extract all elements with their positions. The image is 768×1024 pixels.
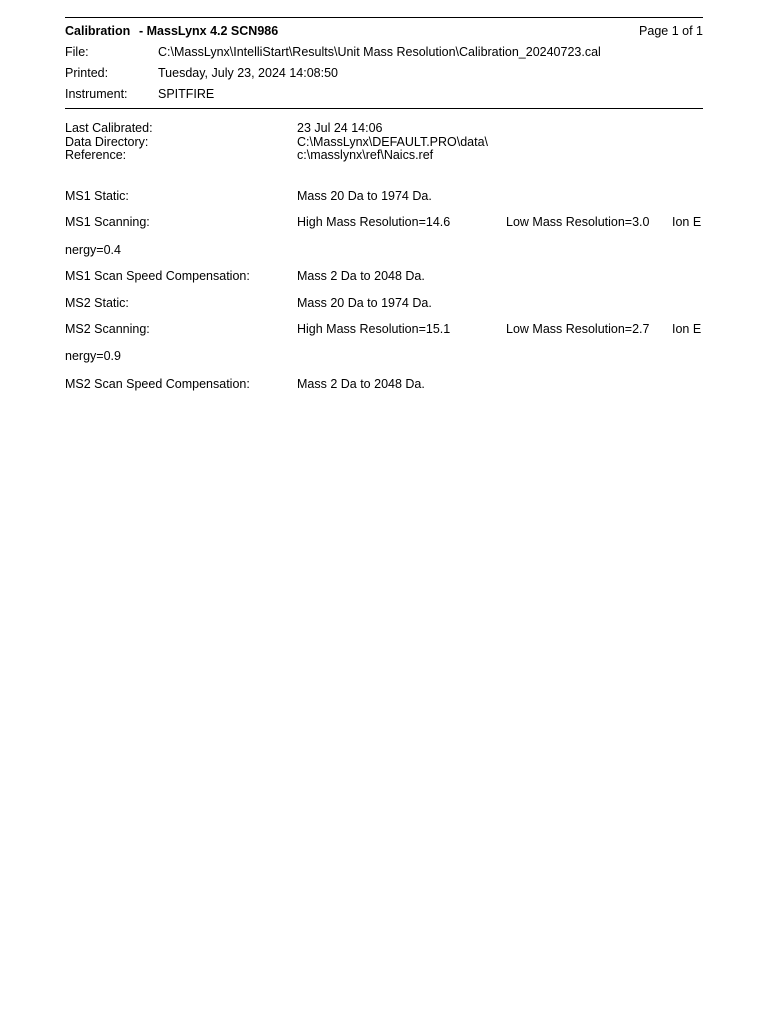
ms2-low-mass-resolution: Low Mass Resolution=2.7 [506, 322, 650, 336]
software-version: - MassLynx 4.2 SCN986 [139, 24, 279, 38]
ms1-static-label: MS1 Static: [65, 189, 129, 203]
ms1-static-value: Mass 20 Da to 1974 Da. [297, 189, 432, 203]
ms2-scanning-label: MS2 Scanning: [65, 322, 150, 336]
ms1-scan-speed-comp-label: MS1 Scan Speed Compensation: [65, 269, 250, 283]
report-title: Calibration [65, 24, 131, 38]
ms1-ion-energy-wrap: nergy=0.4 [65, 243, 121, 257]
data-directory-value: C:\MassLynx\DEFAULT.PRO\data\ [297, 134, 489, 149]
reference-label: Reference: [65, 148, 127, 162]
data-directory-label: Data Directory: [65, 134, 149, 149]
ms2-high-mass-resolution: High Mass Resolution=15.1 [297, 322, 451, 336]
reference-value: c:\masslynx\ref\Naics.ref [297, 148, 434, 162]
printed-value: Tuesday, July 23, 2024 14:08:50 [158, 66, 338, 80]
ms1-ion-energy-start: Ion E [672, 215, 702, 229]
header-rule [65, 108, 703, 109]
ms2-static-value: Mass 20 Da to 1974 Da. [297, 296, 432, 310]
page-number: Page 1 of 1 [639, 24, 703, 38]
ms2-static-label: MS2 Static: [65, 296, 129, 310]
ms1-scanning-label: MS1 Scanning: [65, 215, 150, 229]
ms2-ion-energy-wrap: nergy=0.9 [65, 349, 121, 363]
instrument-value: SPITFIRE [158, 87, 215, 101]
ms2-scan-speed-comp-value: Mass 2 Da to 2048 Da. [297, 377, 425, 391]
top-rule [65, 17, 703, 18]
ms1-scan-speed-comp-value: Mass 2 Da to 2048 Da. [297, 269, 425, 283]
printed-label: Printed: [65, 66, 109, 80]
ms1-low-mass-resolution: Low Mass Resolution=3.0 [506, 215, 650, 229]
file-value: C:\MassLynx\IntelliStart\Results\Unit Mass Resolution\Calibration_20240723.cal [158, 45, 601, 59]
file-label: File: [65, 45, 89, 59]
ms2-ion-energy-start: Ion E [672, 322, 702, 336]
ms2-scan-speed-comp-label: MS2 Scan Speed Compensation: [65, 377, 250, 391]
ms1-high-mass-resolution: High Mass Resolution=14.6 [297, 215, 451, 229]
last-calibrated-value: 23 Jul 24 14:06 [297, 121, 383, 135]
instrument-label: Instrument: [65, 87, 128, 101]
last-calibrated-label: Last Calibrated: [65, 121, 153, 135]
